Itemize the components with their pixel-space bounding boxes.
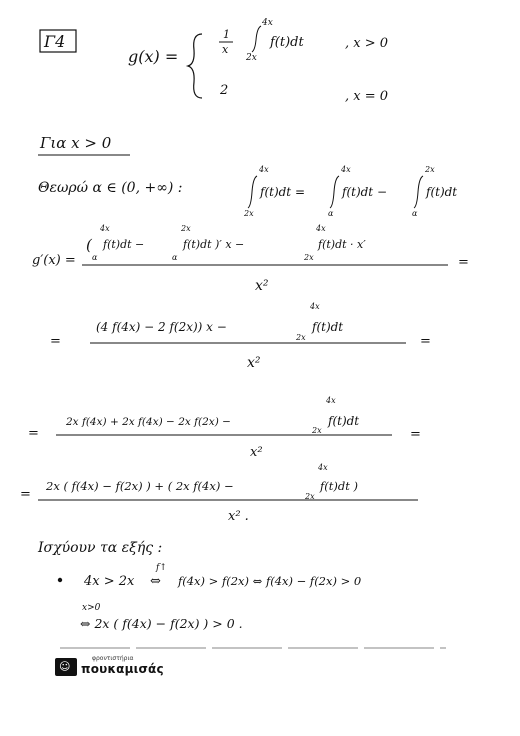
step3-lead: = xyxy=(28,426,39,441)
split-lhs-lower: 2x xyxy=(244,209,254,218)
step1-int1: f(t)dt − xyxy=(103,238,145,251)
step2-lead: = xyxy=(50,334,61,349)
case2-value: 2 xyxy=(220,83,229,98)
step1-l1: α xyxy=(92,253,98,262)
fact1-premise: 4x > 2x xyxy=(84,574,135,589)
fact1-rest: f(4x) > f(2x) ⇔ f(4x) − f(2x) > 0 xyxy=(178,574,362,588)
step4-den: x² . xyxy=(228,509,249,524)
step3-l: 2x xyxy=(312,426,322,435)
step4-num: 2x ( f(4x) − f(2x) ) + ( 2x f(4x) − xyxy=(46,479,234,493)
fact2-cond: x>0 xyxy=(82,603,101,613)
step3-int: f(t)dt xyxy=(328,414,360,428)
step1-lhs: g′(x) = xyxy=(32,253,76,268)
step2-den: x² xyxy=(247,355,261,371)
step1-paren: ( xyxy=(86,236,92,254)
step1-u2: 2x xyxy=(181,224,191,233)
step4-u: 4x xyxy=(318,463,328,472)
step4-lead: = xyxy=(20,487,31,502)
step2-l: 2x xyxy=(296,333,306,342)
split-lhs-upper: 4x xyxy=(259,165,269,174)
split-mid: f(t)dt − xyxy=(342,185,387,199)
split-rhs-upper: 2x xyxy=(425,165,435,174)
problem-label xyxy=(40,30,76,52)
step4-int: f(t)dt ) xyxy=(320,479,358,493)
split-mid-upper: 4x xyxy=(341,165,351,174)
logo-brand: πουκαμισάς xyxy=(81,662,164,676)
case1-cond: , x > 0 xyxy=(345,36,389,51)
step1-l3: 2x xyxy=(304,253,314,262)
integral-sign xyxy=(252,26,261,52)
brand-logo xyxy=(55,655,175,679)
bullet-dot xyxy=(58,578,62,582)
consider-text: Θεωρώ α ∈ (0, +∞) : xyxy=(38,180,183,196)
case2-cond: , x = 0 xyxy=(345,89,389,104)
func-def: g(x) = xyxy=(128,47,179,66)
integral-sign xyxy=(414,176,423,208)
step1-int3: f(t)dt · x′ xyxy=(318,238,366,251)
case1-frac-den: x xyxy=(222,43,229,56)
case1-int-upper: 4x xyxy=(262,18,273,28)
step2-u: 4x xyxy=(310,302,320,311)
facts-heading: Ισχύουν τα εξής : xyxy=(38,540,163,556)
section-title: Για x > 0 xyxy=(40,134,112,152)
step4-l: 2x xyxy=(305,492,315,501)
svg-text:Γ4: Γ4 xyxy=(44,32,66,51)
step1-eq: = xyxy=(458,255,469,270)
step1-u3: 4x xyxy=(316,224,326,233)
case1-integrand: f(t)dt xyxy=(270,35,304,50)
integral-sign xyxy=(248,176,257,208)
step2-eq: = xyxy=(420,334,431,349)
integral-sign xyxy=(330,176,339,208)
step3-eq: = xyxy=(410,427,421,442)
case1-frac-num: 1 xyxy=(223,28,230,41)
fact1-arrow: ⇔ xyxy=(150,574,161,589)
logo-tagline: φροντιστήρια xyxy=(92,655,134,662)
step3-num: 2x f(4x) + 2x f(4x) − 2x f(2x) − xyxy=(66,416,231,428)
step1-l2: α xyxy=(172,253,178,262)
case1-int-lower: 2x xyxy=(246,53,257,63)
fact1-arrow-label: f↑ xyxy=(156,563,167,573)
fact2-text: ⇔ 2x ( f(4x) − f(2x) ) > 0 . xyxy=(80,616,243,631)
split-rhs: f(t)dt xyxy=(426,185,458,199)
step1-u1: 4x xyxy=(100,224,110,233)
step1-den: x² xyxy=(255,278,269,294)
smiley-glyph: ☺ xyxy=(59,660,71,673)
split-mid-lower: α xyxy=(328,209,334,218)
piecewise-brace xyxy=(188,34,202,98)
smiley-icon xyxy=(55,658,77,676)
step2-num: (4 f(4x) − 2 f(2x)) x − xyxy=(96,320,227,334)
split-lhs: f(t)dt = xyxy=(260,185,305,199)
step3-den: x² xyxy=(250,445,263,460)
step1-int2: f(t)dt )′ x − xyxy=(183,238,245,251)
step2-int: f(t)dt xyxy=(312,320,344,334)
split-rhs-lower: α xyxy=(412,209,418,218)
step3-u: 4x xyxy=(326,396,336,405)
